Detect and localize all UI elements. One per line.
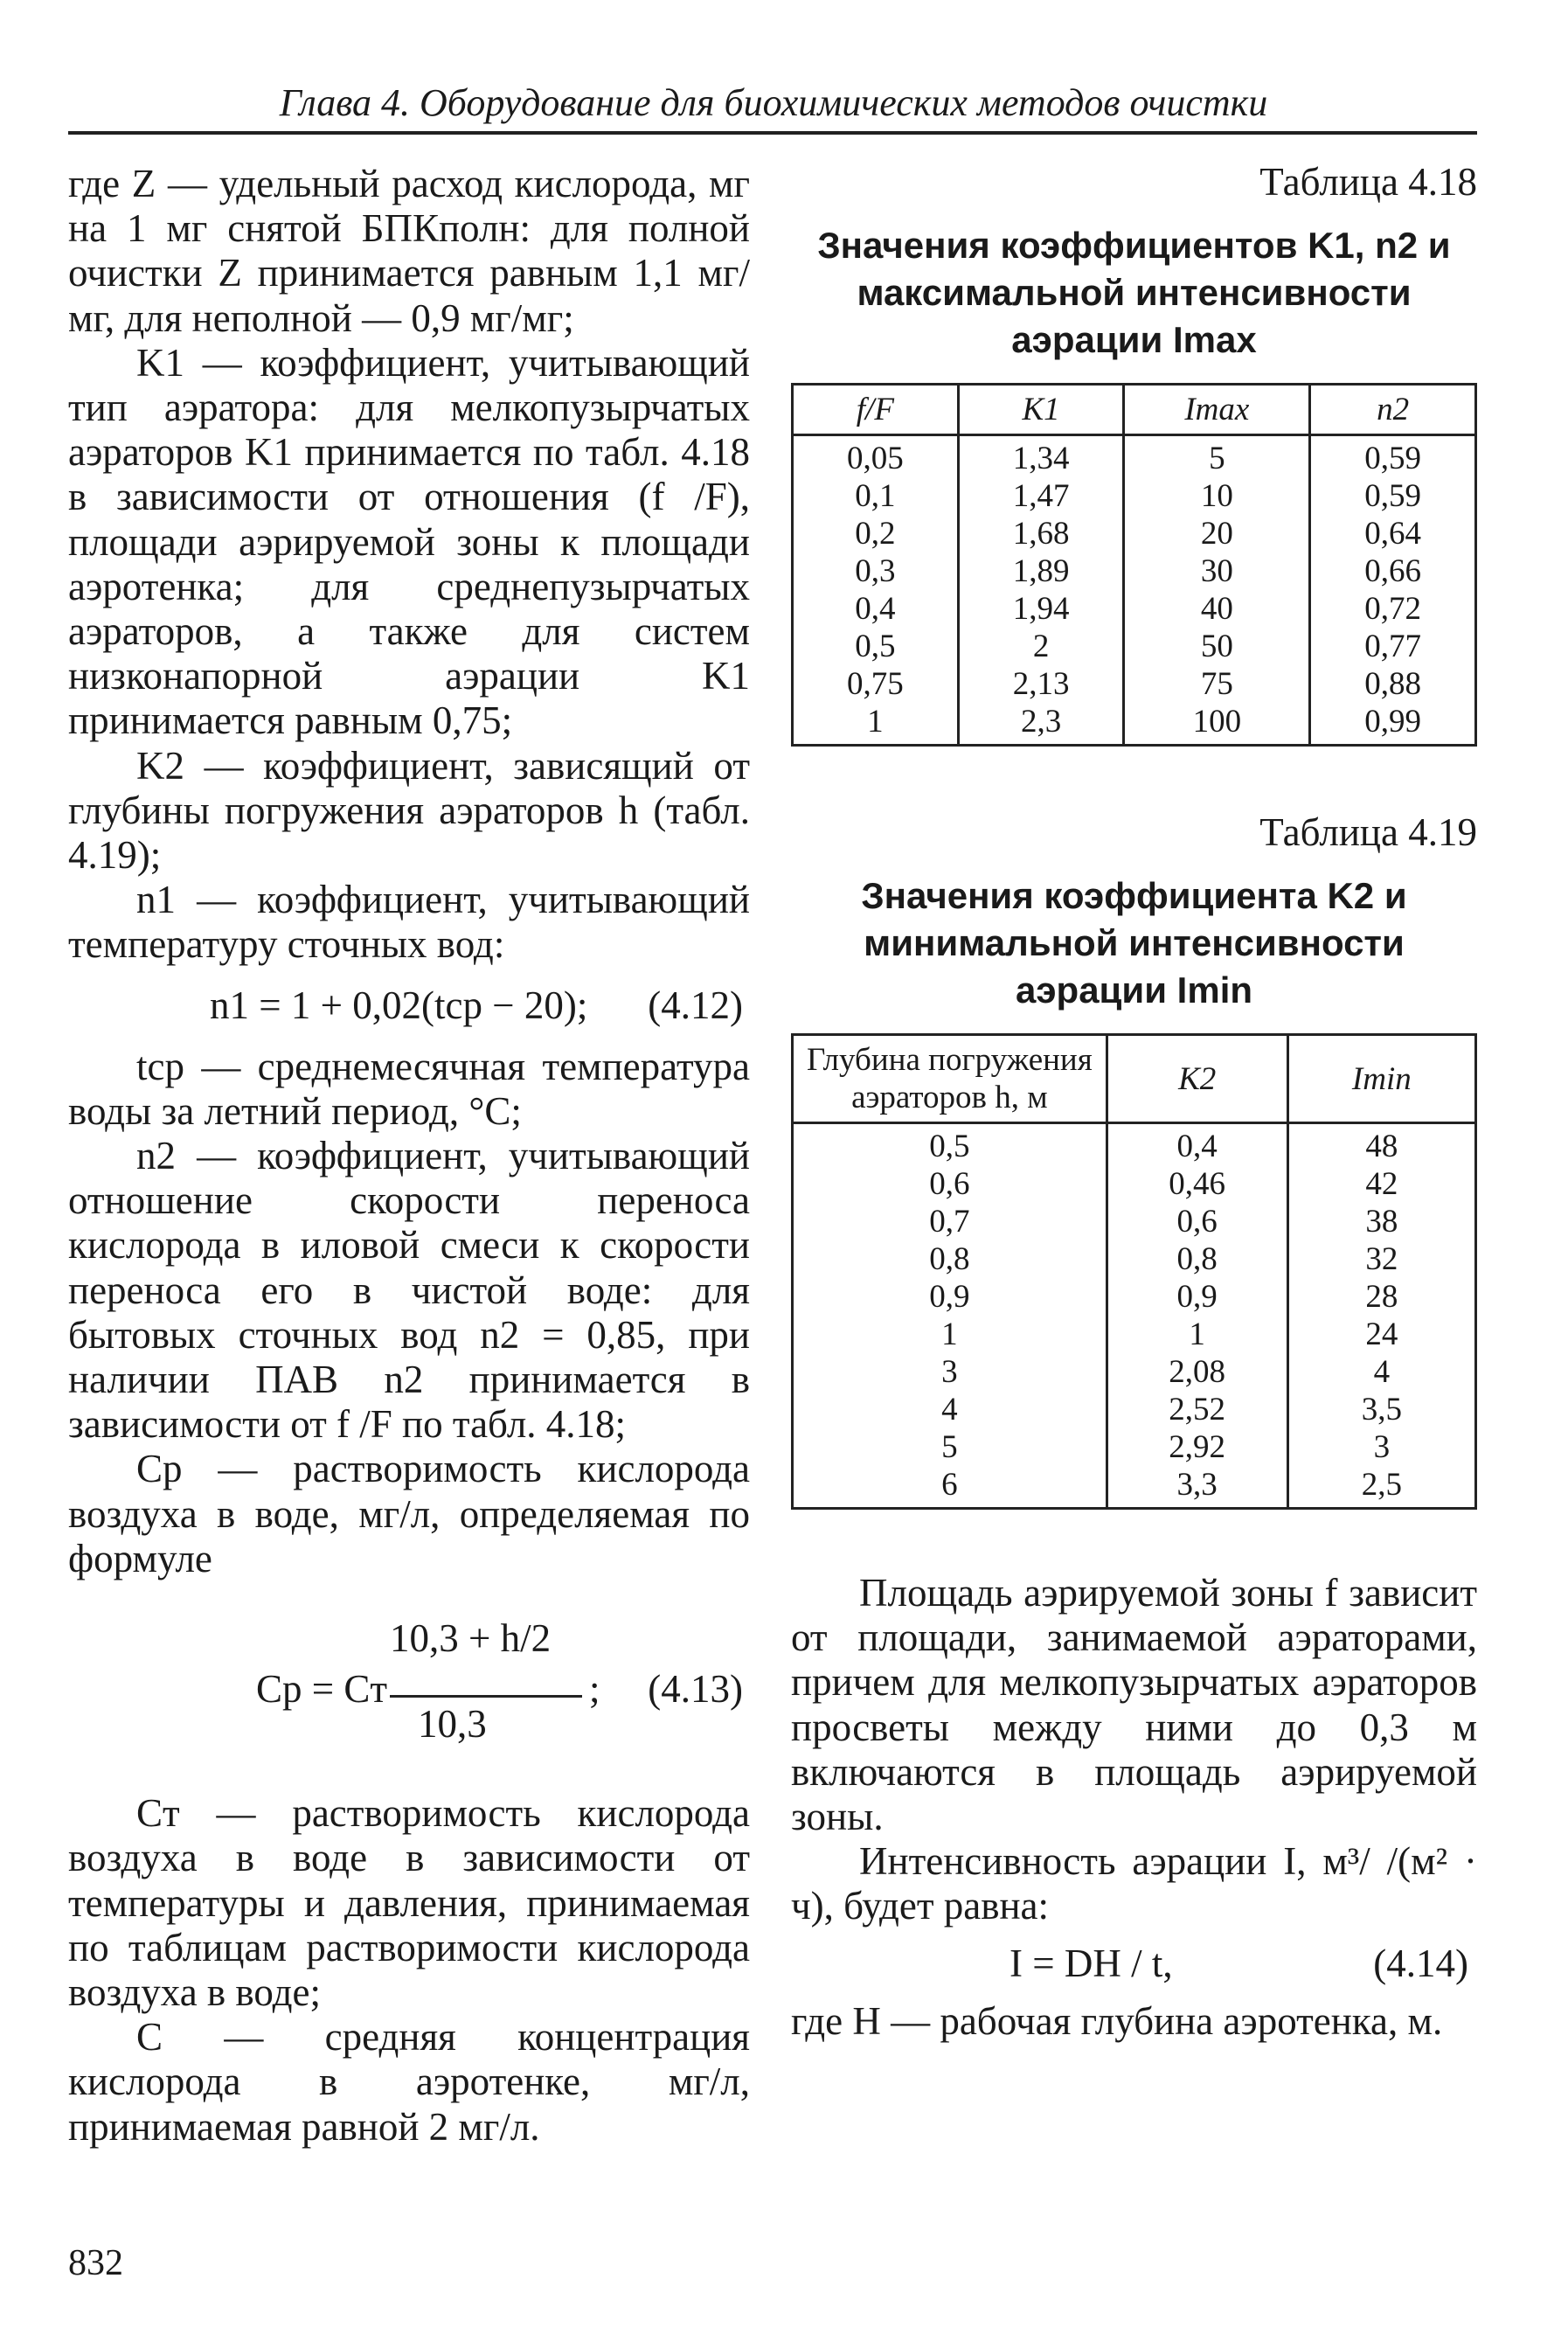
table-cell: 0,59 [1310,477,1476,515]
table-cell: 50 [1124,628,1310,665]
table-cell: 4 [793,1391,1107,1428]
paragraph-k1: K1 — коэффициент, учитывающий тип аэратора: для мелкопузырчатых аэраторов K1 принимается по табл. 4.18 в зависимости от отношения (f /F), площади аэрируемой зоны к площади аэротенка; для среднепузырчатых аэраторов, а также для систем низконапорной аэрации K1 принимается равным 0,75; [68,340,750,743]
table-cell: 30 [1124,552,1310,590]
table-cell: 0,5 [793,628,959,665]
table-4-19 [791,1033,1477,1510]
table-4-19-body [793,1123,1476,1509]
col-header-fF: f/F [793,385,959,435]
table-cell: 24 [1287,1316,1475,1353]
table-cell: 0,9 [1107,1278,1287,1316]
table-cell: 0,46 [1107,1165,1287,1203]
table-cell: 1,89 [958,552,1124,590]
table-4-18 [791,383,1477,747]
table-row [793,665,1476,703]
paragraph-n1: n1 — коэффициент, учитывающий температуру сточных вод: [68,878,750,967]
paragraph-k2: K2 — коэффициент, зависящий от глубины погружения аэраторов h (табл. 4.19); [68,743,750,878]
paragraph-z: где Z — удельный расход кислорода, мг на 1 мг снятой БПКполн: для полной очистки Z принимается равным 1,1 мг/мг, для неполной — 0,9 мг/мг; [68,162,750,340]
table-cell: 5 [793,1428,1107,1466]
table-cell: 0,1 [793,477,959,515]
table-cell: 100 [1124,703,1310,746]
table-cell: 0,4 [1107,1123,1287,1166]
table-row [793,1353,1476,1391]
table-cell: 0,8 [1107,1240,1287,1278]
table-cell: 0,9 [793,1278,1107,1316]
table-cell: 0,7 [793,1203,1107,1240]
right-column [791,157,1477,2044]
formula-4-13 [68,1606,750,1772]
table-cell: 0,77 [1310,628,1476,665]
formula-number: (4.12) [648,983,743,1027]
table-4-19-caption: Таблица 4.19 [1259,810,1477,854]
table-cell: 2,3 [958,703,1124,746]
table-row [793,1391,1476,1428]
table-row [793,1240,1476,1278]
table-row [793,590,1476,628]
table-cell: 2,13 [958,665,1124,703]
table-row [793,552,1476,590]
paragraph-ct: Cт — растворимость кислорода воздуха в воде в зависимости от температуры и давления, принимаемая по таблицам растворимости кислорода воздуха в воде; [68,1791,750,2014]
table-row [793,515,1476,552]
table-4-19-title: Значения коэффициента K2 и минимальной интенсивности аэрации Imin [861,875,1407,1011]
table-row [793,628,1476,665]
table-cell: 1,68 [958,515,1124,552]
left-column [68,162,750,2150]
table-cell: 40 [1124,590,1310,628]
formula-4-12 [68,983,750,1029]
table-cell: 2,5 [1287,1466,1475,1509]
table-cell: 0,99 [1310,703,1476,746]
table-cell: 0,64 [1310,515,1476,552]
table-cell: 1 [793,1316,1107,1353]
col-header-n2: n2 [1310,385,1476,435]
table-4-18-body [793,435,1476,746]
table-cell: 32 [1287,1240,1475,1278]
paragraph-cp: Cр — растворимость кислорода воздуха в воде, мг/л, определяемая по формуле [68,1447,750,1580]
table-cell: 0,6 [793,1165,1107,1203]
table-row [793,1165,1476,1203]
table-cell: 38 [1287,1203,1475,1240]
table-cell: 0,05 [793,435,959,478]
page-number: 832 [68,2243,123,2283]
table-row [793,1123,1476,1166]
fraction-bar [390,1695,582,1698]
table-cell: 20 [1124,515,1310,552]
table-header-row [793,1035,1476,1123]
table-cell: 0,6 [1107,1203,1287,1240]
table-4-18-title: Значения коэффициентов K1, n2 и максимальной интенсивности аэрации Imax [817,225,1451,360]
table-cell: 10 [1124,477,1310,515]
formula-expression: I = DH / t, [1009,1941,1173,1985]
table-row [793,1316,1476,1353]
table-cell: 3,5 [1287,1391,1475,1428]
table-4-18-caption: Таблица 4.18 [1259,160,1477,204]
paragraph-n2: n2 — коэффициент, учитывающий отношение скорости переноса кислорода в иловой смеси к скорости переноса его в чистой воде: для бытовых сточных вод n2 = 0,85, при наличии ПАВ n2 принимается в зависимости от f /F по табл. 4.18; [68,1134,750,1447]
col-header-depth: Глубина погружения аэраторов h, м [793,1035,1107,1123]
table-cell: 0,5 [793,1123,1107,1166]
table-cell: 3 [1287,1428,1475,1466]
table-row [793,703,1476,746]
paragraph-tcp: tср — среднемесячная температура воды за летний период, °С; [68,1044,750,1133]
table-row [793,477,1476,515]
table-cell: 0,88 [1310,665,1476,703]
table-cell: 3,3 [1107,1466,1287,1509]
header-rule [68,131,1477,135]
table-cell: 0,4 [793,590,959,628]
col-header-Imax: Imax [1124,385,1310,435]
table-cell: 2 [958,628,1124,665]
table-cell: 4 [1287,1353,1475,1391]
table-cell: 0,3 [793,552,959,590]
table-row [793,1466,1476,1509]
right-text [791,1571,1477,2044]
formula-4-14 [791,1942,1477,1987]
col-header-K2: K2 [1107,1035,1287,1123]
col-header-Imin: Imin [1287,1035,1475,1123]
formula-semicolon: ; [589,1667,600,1712]
formula-number: (4.13) [648,1667,743,1712]
table-cell: 0,72 [1310,590,1476,628]
table-cell: 0,59 [1310,435,1476,478]
table-cell: 0,8 [793,1240,1107,1278]
table-cell: 5 [1124,435,1310,478]
table-header-row [793,385,1476,435]
table-cell: 3 [793,1353,1107,1391]
table-cell: 1,34 [958,435,1124,478]
table-cell: 2,92 [1107,1428,1287,1466]
paragraph-h: где H — рабочая глубина аэротенка, м. [791,1998,1443,2043]
paragraph-c: C — средняя концентрация кислорода в аэротенке, мг/л, принимаемая равной 2 мг/л. [68,2015,750,2149]
table-cell: 0,2 [793,515,959,552]
table-cell: 0,75 [793,665,959,703]
table-cell: 75 [1124,665,1310,703]
table-cell: 48 [1287,1123,1475,1166]
table-row [793,1203,1476,1240]
col-header-K1: K1 [958,385,1124,435]
formula-numerator: 10,3 + h/2 [390,1616,552,1661]
table-cell: 0,66 [1310,552,1476,590]
table-cell: 1,94 [958,590,1124,628]
formula-number: (4.14) [1373,1941,1468,1985]
table-row [793,1428,1476,1466]
paragraph-intensity: Интенсивность аэрации I, м³/ /(м² · ч), будет равна: [791,1839,1477,1928]
table-cell: 1 [1107,1316,1287,1353]
table-cell: 2,52 [1107,1391,1287,1428]
formula-lhs: Cр = Cт [256,1667,388,1712]
formula-denominator: 10,3 [418,1702,487,1747]
table-cell: 2,08 [1107,1353,1287,1391]
table-cell: 1 [793,703,959,746]
running-header: Глава 4. Оборудование для биохимических методов очистки [279,81,1268,124]
table-row [793,1278,1476,1316]
table-row [793,435,1476,478]
table-cell: 42 [1287,1165,1475,1203]
table-cell: 6 [793,1466,1107,1509]
formula-expression: n1 = 1 + 0,02(tср − 20); [210,983,588,1027]
paragraph-aeration-zone: Площадь аэрируемой зоны f зависит от площади, занимаемой аэраторами, причем для мелкопузырчатых аэраторов просветы между ними до 0,3 м включаются в площадь аэрируемой зоны. [791,1571,1477,1839]
table-cell: 28 [1287,1278,1475,1316]
table-cell: 1,47 [958,477,1124,515]
